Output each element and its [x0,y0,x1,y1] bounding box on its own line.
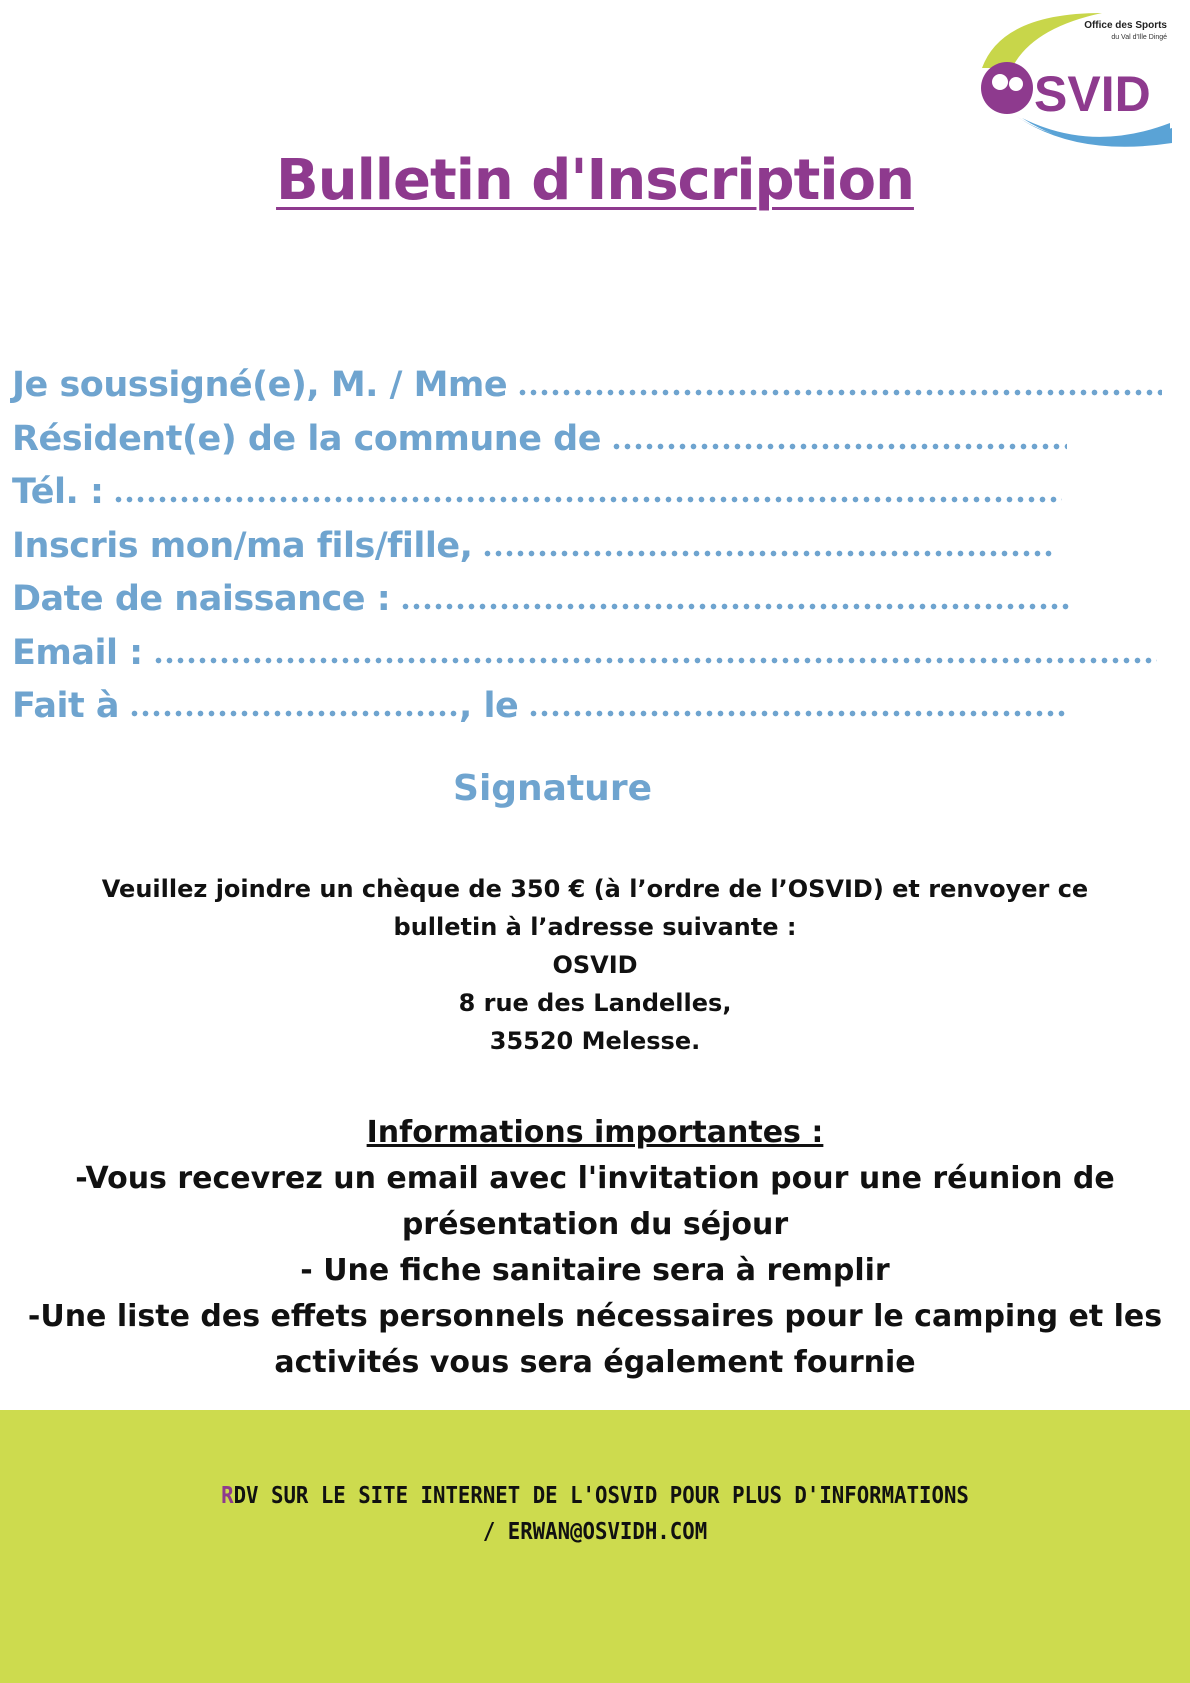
info-item: -Une liste des effets personnels nécessaires pour le camping et les activités vous sera également fournie [27,1299,1163,1380]
osvid-logo [972,8,1172,148]
svg-text:du Val d'Ille Dingé: du Val d'Ille Dingé [1111,34,1167,41]
address-city: 35520 Melesse. [489,1027,701,1055]
fill-line-date[interactable] [528,710,1067,717]
fill-line[interactable] [517,389,1162,396]
svg-text:SVID: SVID [1034,66,1151,122]
info-item: -Vous recevrez un email avec l'invitation pour une réunion de présentation du séjour [75,1161,1115,1242]
field-phone[interactable]: Tél. : [12,472,1162,526]
field-email[interactable]: Email : [12,633,1162,687]
footer-text: RDV SUR LE SITE INTERNET DE L'OSVID POUR PLUS D'INFORMATIONS / ERWAN@OSVIDH.COM [60,1478,1131,1550]
fill-line[interactable] [153,657,1157,664]
important-info [20,1110,1170,1386]
footer-email: / ERWAN@OSVIDH.COM [482,1519,708,1545]
field-child[interactable]: Inscris mon/ma fils/fille, [12,526,1162,580]
field-birthdate[interactable]: Date de naissance : [12,579,1162,633]
address-street: 8 rue des Landelles, [458,989,732,1017]
signature-label: Signature [453,768,652,809]
address-org: OSVID [552,951,638,979]
fill-line[interactable] [113,496,1062,503]
fill-line[interactable] [611,443,1067,450]
svg-text:Office des Sports: Office des Sports [1084,20,1167,31]
fill-line[interactable] [482,550,1052,557]
info-item: - Une fiche sanitaire sera à remplir [300,1253,890,1288]
payment-instructions: Veuillez joindre un chèque de 350 € (à l’ordre de l’OSVID) et renvoyer ce bulletin à l’adresse suivante : OSVID 8 rue des Landelles, 35520 Melesse. [20,870,1170,1060]
field-place-date[interactable]: Fait à , le [12,686,1162,740]
info-heading: Informations importantes : [366,1115,824,1150]
registration-form [12,365,1162,740]
field-commune[interactable]: Résident(e) de la commune de [12,419,1162,473]
field-name[interactable]: Je soussigné(e), M. / Mme [12,365,1162,419]
fill-line[interactable] [400,603,1072,610]
page-title: Bulletin d'Inscription [276,148,914,213]
fill-line-place[interactable] [129,710,459,717]
